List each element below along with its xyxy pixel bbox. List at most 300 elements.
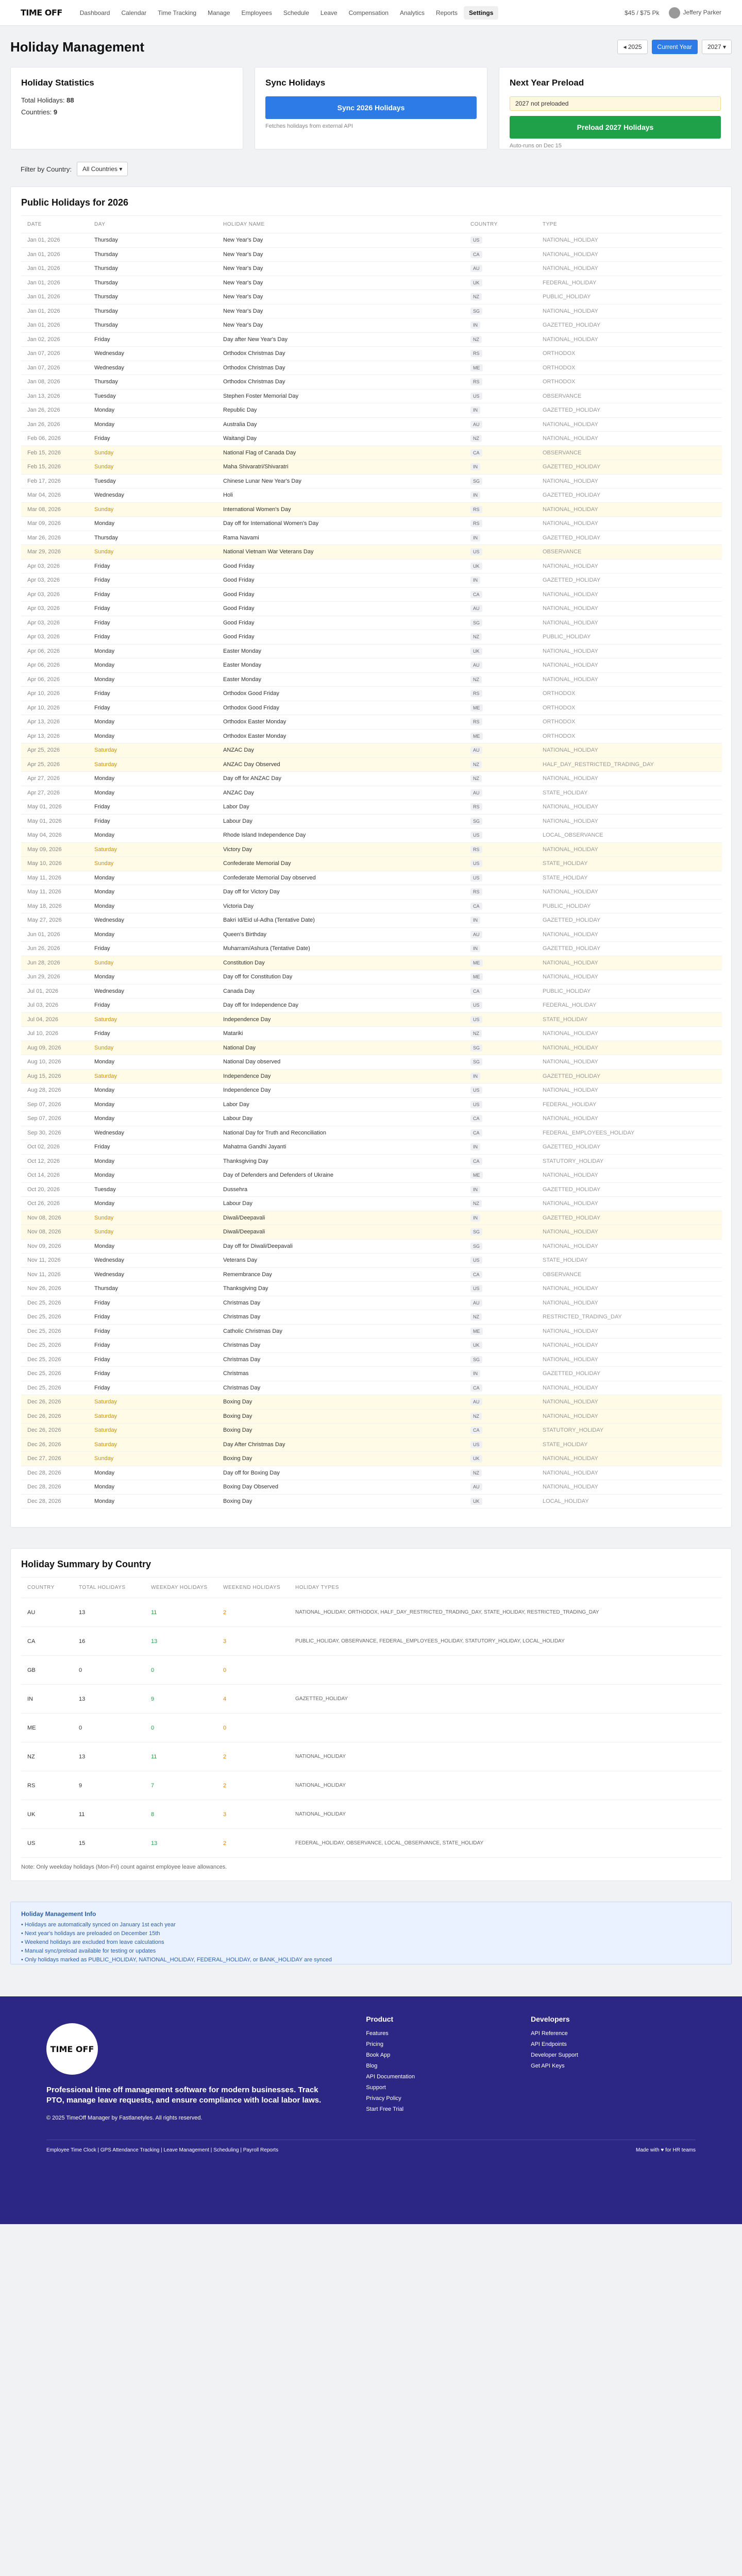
table-row <box>21 587 722 602</box>
holiday-day: Tuesday <box>88 1182 217 1197</box>
table-row <box>21 1771 722 1800</box>
footer-link[interactable]: Features <box>366 2030 389 2037</box>
table-row <box>21 1239 722 1253</box>
holiday-type: NATIONAL_HOLIDAY <box>536 672 722 687</box>
holiday-type: ORTHODOX <box>536 729 722 743</box>
holiday-country <box>464 233 536 248</box>
holiday-day: Monday <box>88 1083 217 1098</box>
holiday-name: Holi <box>217 488 464 503</box>
holiday-country <box>464 417 536 432</box>
footer-link[interactable]: Book App <box>366 2052 391 2058</box>
holiday-country <box>464 1197 536 1211</box>
holiday-type: NATIONAL_HOLIDAY <box>536 1239 722 1253</box>
holiday-type: NATIONAL_HOLIDAY <box>536 658 722 673</box>
holiday-day: Friday <box>88 687 217 701</box>
nav-links <box>75 6 612 20</box>
info-box <box>10 1902 732 1964</box>
holiday-country <box>464 1452 536 1466</box>
holiday-country <box>464 828 536 843</box>
holiday-day: Monday <box>88 658 217 673</box>
holiday-country <box>464 332 536 347</box>
holiday-country <box>464 913 536 928</box>
nav-link-leave[interactable]: Leave <box>320 9 338 16</box>
country-badge: SG <box>470 619 482 626</box>
holiday-date: Jan 01, 2026 <box>21 233 88 248</box>
holiday-type: NATIONAL_HOLIDAY <box>536 517 722 531</box>
country-badge: SG <box>470 1356 482 1363</box>
country-badge: CA <box>470 1129 482 1137</box>
nav-link-employees[interactable]: Employees <box>241 9 272 16</box>
holiday-name: New Year's Day <box>217 247 464 262</box>
country-badge: ME <box>470 364 483 371</box>
holiday-type: NATIONAL_HOLIDAY <box>536 1083 722 1098</box>
holiday-day: Friday <box>88 701 217 715</box>
table-row <box>21 1324 722 1338</box>
nav-link-analytics[interactable]: Analytics <box>399 9 425 16</box>
country-badge: NZ <box>470 1030 482 1037</box>
preload-card <box>499 67 732 149</box>
holiday-name: Diwali/Deepavali <box>217 1225 464 1240</box>
holiday-name: Labour Day <box>217 1197 464 1211</box>
holiday-day: Monday <box>88 1197 217 1211</box>
holiday-date: Nov 08, 2026 <box>21 1225 88 1240</box>
column-header: WEEKEND HOLIDAYS <box>217 1578 289 1598</box>
holiday-day: Monday <box>88 644 217 658</box>
country-badge: AU <box>470 789 482 796</box>
holiday-country <box>464 1041 536 1055</box>
stat-label: Total Holidays: <box>21 96 65 104</box>
holiday-date: Apr 10, 2026 <box>21 687 88 701</box>
holiday-date: Aug 10, 2026 <box>21 1055 88 1070</box>
country-badge: NZ <box>470 1313 482 1320</box>
holiday-name: Constitution Day <box>217 956 464 970</box>
table-row <box>21 1598 722 1627</box>
balance-display: $45 / $75 Pk <box>625 9 660 16</box>
holiday-date: Dec 25, 2026 <box>21 1381 88 1395</box>
country-badge: IN <box>470 917 480 924</box>
holiday-day: Friday <box>88 573 217 588</box>
holiday-date: Nov 08, 2026 <box>21 1211 88 1225</box>
summary-weekday: 11 <box>145 1598 217 1627</box>
holiday-country <box>464 786 536 800</box>
holiday-date: Jan 01, 2026 <box>21 276 88 290</box>
holiday-date: Feb 15, 2026 <box>21 446 88 460</box>
table-row <box>21 1126 722 1140</box>
holiday-day: Friday <box>88 432 217 446</box>
nav-link-manage[interactable]: Manage <box>208 9 230 16</box>
holiday-name: Easter Monday <box>217 644 464 658</box>
holiday-country <box>464 1423 536 1438</box>
holiday-day: Monday <box>88 403 217 418</box>
holiday-type: NATIONAL_HOLIDAY <box>536 1112 722 1126</box>
footer-bottom-links[interactable]: Employee Time Clock | GPS Attendance Tracking | Leave Management | Scheduling | Payroll Reports <box>46 2147 279 2153</box>
holiday-country <box>464 1069 536 1083</box>
table-row <box>21 630 722 645</box>
holiday-country <box>464 1395 536 1410</box>
summary-weekday: 13 <box>145 1627 217 1656</box>
holiday-type: NATIONAL_HOLIDAY <box>536 1324 722 1338</box>
table-row <box>21 432 722 446</box>
holiday-date: Mar 09, 2026 <box>21 517 88 531</box>
summary-types: NATIONAL_HOLIDAY <box>289 1742 722 1771</box>
holiday-name: Orthodox Easter Monday <box>217 715 464 730</box>
holiday-country <box>464 545 536 560</box>
summary-total: 13 <box>73 1598 145 1627</box>
holiday-country <box>464 559 536 573</box>
footer-developers-column <box>531 2015 696 2123</box>
holiday-day: Sunday <box>88 956 217 970</box>
holiday-day: Tuesday <box>88 389 217 403</box>
country-badge: NZ <box>470 761 482 768</box>
holiday-name: Day off for Victory Day <box>217 885 464 900</box>
country-badge: SG <box>470 818 482 825</box>
holiday-name: New Year's Day <box>217 233 464 248</box>
holiday-name: National Vietnam War Veterans Day <box>217 545 464 560</box>
holiday-type: NATIONAL_HOLIDAY <box>536 1168 722 1183</box>
summary-country: NZ <box>21 1742 73 1771</box>
table-row <box>21 956 722 970</box>
holiday-type: NATIONAL_HOLIDAY <box>536 1027 722 1041</box>
summary-total: 16 <box>73 1627 145 1656</box>
holiday-date: Oct 02, 2026 <box>21 1140 88 1155</box>
country-badge: NZ <box>470 435 482 442</box>
footer-link[interactable]: API Reference <box>531 2030 568 2037</box>
table-row <box>21 531 722 545</box>
holiday-name: Victory Day <box>217 842 464 857</box>
holiday-name: Canada Day <box>217 984 464 998</box>
holiday-name: Victoria Day <box>217 899 464 913</box>
year-select[interactable]: 2027 ▾ <box>702 40 732 54</box>
holiday-date: Apr 03, 2026 <box>21 630 88 645</box>
table-row <box>21 1381 722 1395</box>
holiday-type: NATIONAL_HOLIDAY <box>536 814 722 828</box>
holiday-country <box>464 701 536 715</box>
holiday-date: Jun 01, 2026 <box>21 927 88 942</box>
holiday-country <box>464 474 536 488</box>
country-badge: IN <box>470 1370 480 1377</box>
holiday-day: Monday <box>88 1112 217 1126</box>
summary-types: NATIONAL_HOLIDAY <box>289 1771 722 1800</box>
holiday-type: STATE_HOLIDAY <box>536 786 722 800</box>
nav-link-settings[interactable]: Settings <box>464 6 498 20</box>
holiday-day: Friday <box>88 998 217 1013</box>
country-badge: UK <box>470 279 482 286</box>
holiday-date: Oct 26, 2026 <box>21 1197 88 1211</box>
country-select[interactable]: All Countries ▾ <box>77 162 128 176</box>
summary-weekday: 8 <box>145 1800 217 1829</box>
country-badge: UK <box>470 648 482 655</box>
holiday-date: Jan 01, 2026 <box>21 262 88 276</box>
holiday-name: Dussehra <box>217 1182 464 1197</box>
holiday-name: Christmas Day <box>217 1338 464 1353</box>
country-badge: US <box>470 874 482 882</box>
country-badge: SG <box>470 1058 482 1065</box>
holiday-country <box>464 361 536 375</box>
holiday-date: Dec 25, 2026 <box>21 1296 88 1310</box>
table-row <box>21 1829 722 1858</box>
holiday-country <box>464 276 536 290</box>
summary-types: FEDERAL_HOLIDAY, OBSERVANCE, LOCAL_OBSERVANCE, STATE_HOLIDAY <box>289 1829 722 1858</box>
preload-subtext: Auto-runs on Dec 15 <box>510 143 562 149</box>
holiday-day: Wednesday <box>88 361 217 375</box>
table-row <box>21 1352 722 1367</box>
summary-weekend: 2 <box>217 1598 289 1627</box>
holiday-day: Saturday <box>88 757 217 772</box>
table-row <box>21 871 722 885</box>
holiday-type: NATIONAL_HOLIDAY <box>536 927 722 942</box>
footer-link[interactable]: API Endpoints <box>531 2041 567 2047</box>
holiday-day: Monday <box>88 1480 217 1495</box>
holiday-country <box>464 290 536 304</box>
holiday-type: GAZETTED_HOLIDAY <box>536 460 722 474</box>
holiday-date: May 11, 2026 <box>21 871 88 885</box>
holiday-name: Thanksgiving Day <box>217 1282 464 1296</box>
country-badge: NZ <box>470 1413 482 1420</box>
table-row <box>21 1627 722 1656</box>
holiday-type: NATIONAL_HOLIDAY <box>536 842 722 857</box>
holiday-date: May 01, 2026 <box>21 800 88 815</box>
holiday-type: NATIONAL_HOLIDAY <box>536 304 722 318</box>
footer-link[interactable]: API Documentation <box>366 2074 415 2080</box>
nav-link-schedule[interactable]: Schedule <box>283 9 309 16</box>
table-row <box>21 715 722 730</box>
footer-link[interactable]: Support <box>366 2084 386 2091</box>
footer-link[interactable]: Blog <box>366 2063 378 2069</box>
holiday-date: Nov 11, 2026 <box>21 1267 88 1282</box>
column-header: HOLIDAY NAME <box>217 216 464 233</box>
country-badge: US <box>470 860 482 867</box>
summary-total: 13 <box>73 1742 145 1771</box>
holiday-date: May 18, 2026 <box>21 899 88 913</box>
holiday-name: Rama Navami <box>217 531 464 545</box>
holiday-type: PUBLIC_HOLIDAY <box>536 984 722 998</box>
stat-label: Countries: <box>21 108 52 116</box>
holiday-day: Thursday <box>88 318 217 333</box>
country-badge: UK <box>470 1455 482 1462</box>
holiday-type: NATIONAL_HOLIDAY <box>536 262 722 276</box>
holiday-day: Saturday <box>88 842 217 857</box>
holiday-type: NATIONAL_HOLIDAY <box>536 800 722 815</box>
holiday-date: Jul 03, 2026 <box>21 998 88 1013</box>
holiday-country <box>464 885 536 900</box>
holiday-name: Independence Day <box>217 1069 464 1083</box>
table-row <box>21 1395 722 1410</box>
user-menu[interactable] <box>669 7 721 19</box>
avatar <box>669 7 680 19</box>
table-row <box>21 1097 722 1112</box>
holiday-date: Dec 28, 2026 <box>21 1494 88 1509</box>
holiday-name: Labour Day <box>217 1112 464 1126</box>
country-badge: US <box>470 1002 482 1009</box>
holiday-name: Muharram/Ashura (Tentative Date) <box>217 942 464 956</box>
footer-link[interactable]: Start Free Trial <box>366 2106 404 2112</box>
footer-col-title: Product <box>366 2015 394 2023</box>
holiday-name: Good Friday <box>217 559 464 573</box>
prev-year-button[interactable]: ◂ 2025 <box>617 40 647 54</box>
summary-weekend: 0 <box>217 1656 289 1685</box>
country-badge: AU <box>470 421 482 428</box>
table-row <box>21 1296 722 1310</box>
holiday-date: Apr 13, 2026 <box>21 729 88 743</box>
holiday-type: NATIONAL_HOLIDAY <box>536 1352 722 1367</box>
holiday-type: FEDERAL_HOLIDAY <box>536 1097 722 1112</box>
holiday-country <box>464 446 536 460</box>
holiday-name: Good Friday <box>217 587 464 602</box>
table-row <box>21 1494 722 1509</box>
holiday-date: Jun 26, 2026 <box>21 942 88 956</box>
country-badge: AU <box>470 605 482 612</box>
holiday-name: Christmas Day <box>217 1296 464 1310</box>
holiday-type: NATIONAL_HOLIDAY <box>536 502 722 517</box>
holiday-type: NATIONAL_HOLIDAY <box>536 1452 722 1466</box>
holiday-name: Stephen Foster Memorial Day <box>217 389 464 403</box>
holiday-type: NATIONAL_HOLIDAY <box>536 1041 722 1055</box>
holiday-country <box>464 1239 536 1253</box>
table-row <box>21 361 722 375</box>
holiday-type: GAZETTED_HOLIDAY <box>536 942 722 956</box>
info-title: Holiday Management Info <box>21 1910 96 1918</box>
table-row <box>21 1480 722 1495</box>
summary-table <box>21 1577 722 1858</box>
holiday-type: GAZETTED_HOLIDAY <box>536 573 722 588</box>
holiday-name: Boxing Day <box>217 1409 464 1423</box>
holiday-day: Monday <box>88 1168 217 1183</box>
footer-copyright: © 2025 TimeOff Manager by Fastlanetyles. All rights reserved. <box>46 2115 203 2121</box>
nav-link-dashboard[interactable]: Dashboard <box>79 9 110 16</box>
holiday-day: Monday <box>88 1097 217 1112</box>
holiday-name: National Flag of Canada Day <box>217 446 464 460</box>
holiday-date: Apr 03, 2026 <box>21 573 88 588</box>
card-title: Next Year Preload <box>510 78 584 88</box>
holiday-date: Jul 01, 2026 <box>21 984 88 998</box>
footer-link[interactable]: Privacy Policy <box>366 2095 401 2102</box>
app-logo[interactable]: TIME OFF <box>21 8 62 18</box>
holiday-type: STATUTORY_HOLIDAY <box>536 1154 722 1168</box>
holiday-name: Catholic Christmas Day <box>217 1324 464 1338</box>
table-row <box>21 1083 722 1098</box>
holiday-day: Thursday <box>88 1282 217 1296</box>
country-badge: RS <box>470 718 482 725</box>
holiday-country <box>464 658 536 673</box>
holiday-type: ORTHODOX <box>536 375 722 389</box>
holiday-name: Matariki <box>217 1027 464 1041</box>
footer-tagline: Professional time off management software for modern businesses. Track PTO, manage leave requests, and ensure compliance with local labor laws. <box>46 2086 322 2105</box>
table-row <box>21 786 722 800</box>
table-row <box>21 1685 722 1714</box>
nav-link-time-tracking[interactable]: Time Tracking <box>158 9 197 16</box>
holiday-type: ORTHODOX <box>536 361 722 375</box>
nav-link-compensation[interactable]: Compensation <box>348 9 389 16</box>
table-row <box>21 1027 722 1041</box>
holiday-name: Christmas Day <box>217 1352 464 1367</box>
holiday-name: Diwali/Deepavali <box>217 1211 464 1225</box>
country-badge: UK <box>470 1498 482 1505</box>
holiday-day: Wednesday <box>88 1126 217 1140</box>
footer-link[interactable]: Get API Keys <box>531 2063 565 2069</box>
holiday-country <box>464 1012 536 1027</box>
holiday-day: Thursday <box>88 276 217 290</box>
stat-value: 88 <box>66 96 74 104</box>
table-row <box>21 488 722 503</box>
holiday-name: Remembrance Day <box>217 1267 464 1282</box>
nav-link-reports[interactable]: Reports <box>436 9 458 16</box>
holiday-day: Thursday <box>88 233 217 248</box>
holiday-date: Mar 29, 2026 <box>21 545 88 560</box>
year-controls <box>617 40 742 54</box>
holiday-type: NATIONAL_HOLIDAY <box>536 1395 722 1410</box>
holiday-name: Orthodox Christmas Day <box>217 361 464 375</box>
table-row <box>21 1656 722 1685</box>
user-name: Jeffery Parker <box>683 8 721 16</box>
country-badge: NZ <box>470 293 482 300</box>
summary-country: GB <box>21 1656 73 1685</box>
country-badge: IN <box>470 492 480 499</box>
summary-total: 9 <box>73 1771 145 1800</box>
holiday-name: Day off for Diwali/Deepavali <box>217 1239 464 1253</box>
holiday-day: Monday <box>88 899 217 913</box>
holiday-date: Jan 07, 2026 <box>21 347 88 361</box>
summary-weekday: 9 <box>145 1685 217 1714</box>
current-year-button[interactable]: Current Year <box>652 40 698 54</box>
table-row <box>21 885 722 900</box>
holiday-name: Maha Shivaratri/Shivaratri <box>217 460 464 474</box>
holiday-country <box>464 602 536 616</box>
holiday-type: GAZETTED_HOLIDAY <box>536 1367 722 1381</box>
preload-warning: 2027 not preloaded <box>510 96 721 111</box>
holiday-name: Confederate Memorial Day observed <box>217 871 464 885</box>
table-row <box>21 1197 722 1211</box>
country-badge: NZ <box>470 633 482 640</box>
table-row <box>21 1423 722 1438</box>
holiday-day: Friday <box>88 814 217 828</box>
holiday-day: Wednesday <box>88 1253 217 1268</box>
table-row <box>21 687 722 701</box>
holiday-date: Dec 25, 2026 <box>21 1367 88 1381</box>
holiday-name: Orthodox Easter Monday <box>217 729 464 743</box>
holiday-date: Sep 30, 2026 <box>21 1126 88 1140</box>
holiday-day: Friday <box>88 1310 217 1325</box>
footer-link[interactable]: Pricing <box>366 2041 383 2047</box>
holiday-date: Dec 25, 2026 <box>21 1338 88 1353</box>
preload-button[interactable]: Preload 2027 Holidays <box>510 116 721 139</box>
holiday-date: Dec 25, 2026 <box>21 1352 88 1367</box>
footer-link[interactable]: Developer Support <box>531 2052 578 2058</box>
holiday-date: Jun 29, 2026 <box>21 970 88 985</box>
holiday-type: GAZETTED_HOLIDAY <box>536 1069 722 1083</box>
sync-holidays-button[interactable]: Sync 2026 Holidays <box>265 96 477 119</box>
holiday-date: Nov 11, 2026 <box>21 1253 88 1268</box>
holiday-name: Orthodox Christmas Day <box>217 375 464 389</box>
holiday-name: Boxing Day <box>217 1423 464 1438</box>
holiday-type: NATIONAL_HOLIDAY <box>536 1480 722 1495</box>
holiday-name: Orthodox Christmas Day <box>217 347 464 361</box>
holiday-type: HALF_DAY_RESTRICTED_TRADING_DAY <box>536 757 722 772</box>
summary-weekday: 7 <box>145 1771 217 1800</box>
holiday-date: Oct 14, 2026 <box>21 1168 88 1183</box>
holiday-type: NATIONAL_HOLIDAY <box>536 602 722 616</box>
summary-weekend: 0 <box>217 1714 289 1742</box>
holiday-country <box>464 772 536 786</box>
holiday-name: Christmas <box>217 1367 464 1381</box>
holiday-date: Dec 25, 2026 <box>21 1310 88 1325</box>
table-row <box>21 1742 722 1771</box>
holiday-day: Sunday <box>88 857 217 871</box>
holiday-name: Queen's Birthday <box>217 927 464 942</box>
nav-link-calendar[interactable]: Calendar <box>121 9 147 16</box>
holiday-day: Monday <box>88 927 217 942</box>
country-badge: RS <box>470 520 482 527</box>
holiday-country <box>464 1352 536 1367</box>
